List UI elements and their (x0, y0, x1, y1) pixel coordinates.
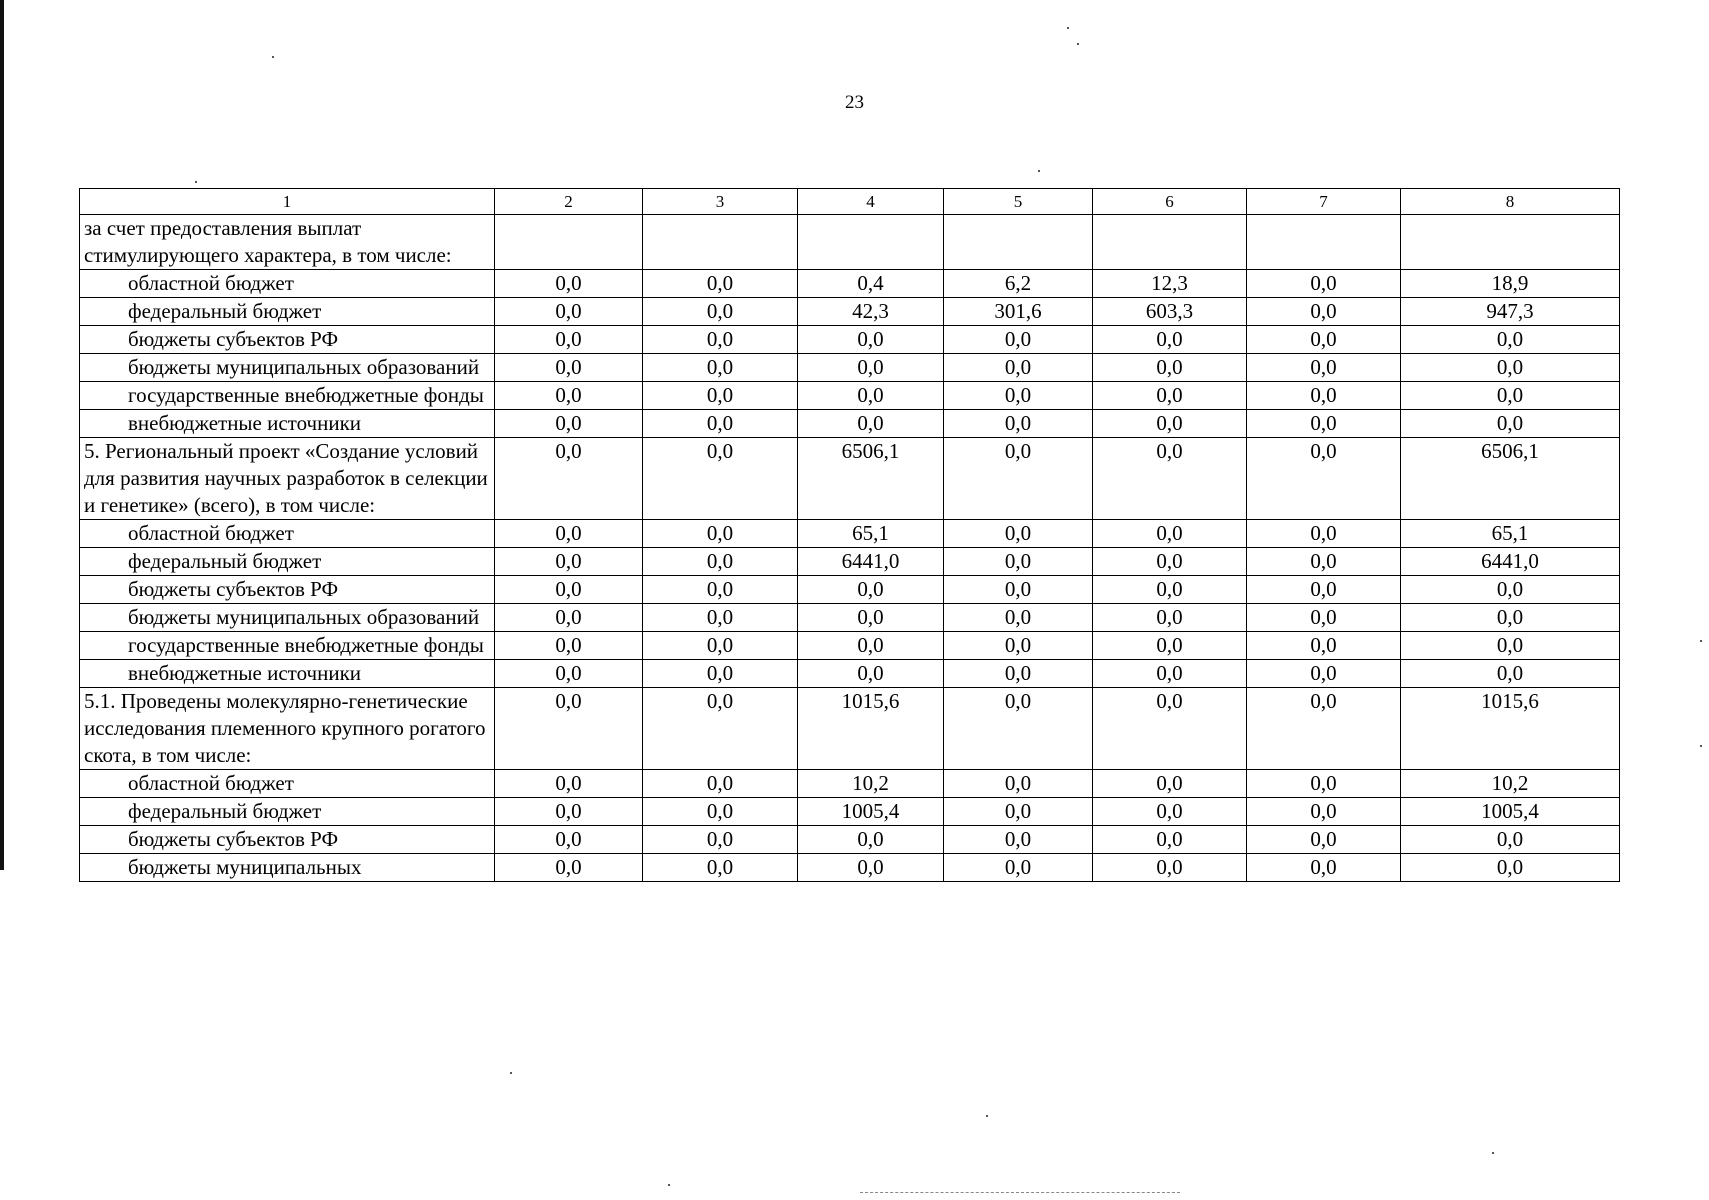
value-cell-col-5: 0,0 (944, 604, 1093, 632)
value-cell-col-4: 0,4 (798, 270, 944, 298)
value-cell-col-8: 0,0 (1401, 326, 1620, 354)
scan-speck (1038, 170, 1040, 172)
value-cell-col-8: 0,0 (1401, 632, 1620, 660)
value-cell-col-5: 0,0 (944, 826, 1093, 854)
value-cell-col-7: 0,0 (1247, 798, 1401, 826)
value-cell-col-5: 301,6 (944, 298, 1093, 326)
value-cell-col-7: 0,0 (1247, 520, 1401, 548)
value-cell-col-4: 42,3 (798, 298, 944, 326)
value-cell-col-7: 0,0 (1247, 438, 1401, 520)
value-cell-col-3: 0,0 (643, 438, 798, 520)
value-cell-col-8: 1005,4 (1401, 798, 1620, 826)
value-cell-col-5: 0,0 (944, 520, 1093, 548)
value-cell-col-3: 0,0 (643, 270, 798, 298)
row-label: федеральный бюджет (80, 298, 495, 326)
page-number: 23 (845, 92, 864, 113)
value-cell-col-2: 0,0 (495, 604, 643, 632)
scan-speck (1700, 745, 1702, 747)
col-header-7: 7 (1247, 189, 1401, 215)
scan-speck (1067, 27, 1069, 29)
table-row (80, 576, 1620, 604)
value-cell-col-8: 6506,1 (1401, 438, 1620, 520)
value-cell-col-4: 0,0 (798, 604, 944, 632)
col-header-3: 3 (643, 189, 798, 215)
value-cell-col-2: 0,0 (495, 270, 643, 298)
value-cell-col-8: 947,3 (1401, 298, 1620, 326)
value-cell-col-3: 0,0 (643, 826, 798, 854)
value-cell-col-5: 6,2 (944, 270, 1093, 298)
value-cell-col-2: 0,0 (495, 576, 643, 604)
scan-dash-line (860, 1192, 1180, 1193)
value-cell-col-5: 0,0 (944, 576, 1093, 604)
row-label: бюджеты муниципальных образований (80, 354, 495, 382)
col-header-6: 6 (1093, 189, 1247, 215)
value-cell-col-8: 0,0 (1401, 826, 1620, 854)
row-label: областной бюджет (80, 270, 495, 298)
value-cell-col-8: 0,0 (1401, 854, 1620, 882)
value-cell-col-8: 0,0 (1401, 410, 1620, 438)
value-cell-col-2: 0,0 (495, 410, 643, 438)
value-cell-col-3: 0,0 (643, 326, 798, 354)
row-label: областной бюджет (80, 520, 495, 548)
scan-speck (1700, 640, 1702, 642)
value-cell-col-3: 0,0 (643, 770, 798, 798)
table-row (80, 604, 1620, 632)
table-row (80, 326, 1620, 354)
value-cell-col-3: 0,0 (643, 660, 798, 688)
value-cell-col-5: 0,0 (944, 632, 1093, 660)
value-cell-col-4: 65,1 (798, 520, 944, 548)
value-cell-col-5: 0,0 (944, 854, 1093, 882)
value-cell-col-5: 0,0 (944, 354, 1093, 382)
value-cell-col-6: 603,3 (1093, 298, 1247, 326)
table-row (80, 354, 1620, 382)
table-row (80, 382, 1620, 410)
row-label: государственные внебюджетные фонды (80, 382, 495, 410)
value-cell-col-8: 0,0 (1401, 660, 1620, 688)
value-cell-col-8: 1015,6 (1401, 688, 1620, 770)
value-cell-col-5: 0,0 (944, 770, 1093, 798)
value-cell-col-5 (944, 215, 1093, 270)
value-cell-col-3: 0,0 (643, 520, 798, 548)
table-row (80, 410, 1620, 438)
value-cell-col-6: 0,0 (1093, 326, 1247, 354)
value-cell-col-5: 0,0 (944, 660, 1093, 688)
row-label: за счет предоставления выплат стимулирующего характера, в том числе: (80, 215, 495, 270)
value-cell-col-2: 0,0 (495, 632, 643, 660)
row-label: федеральный бюджет (80, 548, 495, 576)
value-cell-col-5: 0,0 (944, 382, 1093, 410)
value-cell-col-6: 0,0 (1093, 632, 1247, 660)
value-cell-col-6 (1093, 215, 1247, 270)
value-cell-col-7: 0,0 (1247, 688, 1401, 770)
value-cell-col-2: 0,0 (495, 326, 643, 354)
value-cell-col-4: 0,0 (798, 826, 944, 854)
col-header-8: 8 (1401, 189, 1620, 215)
value-cell-col-5: 0,0 (944, 548, 1093, 576)
value-cell-col-6: 0,0 (1093, 604, 1247, 632)
table-body (80, 215, 1620, 882)
value-cell-col-6: 0,0 (1093, 688, 1247, 770)
value-cell-col-2: 0,0 (495, 520, 643, 548)
value-cell-col-5: 0,0 (944, 688, 1093, 770)
row-label: бюджеты субъектов РФ (80, 326, 495, 354)
value-cell-col-2: 0,0 (495, 382, 643, 410)
table-row (80, 770, 1620, 798)
value-cell-col-2: 0,0 (495, 798, 643, 826)
table-row (80, 632, 1620, 660)
table-row (80, 215, 1620, 270)
value-cell-col-7: 0,0 (1247, 854, 1401, 882)
value-cell-col-7: 0,0 (1247, 270, 1401, 298)
col-header-1: 1 (80, 189, 495, 215)
table-row (80, 688, 1620, 770)
table-row (80, 660, 1620, 688)
value-cell-col-4: 6441,0 (798, 548, 944, 576)
value-cell-col-6: 0,0 (1093, 660, 1247, 688)
value-cell-col-5: 0,0 (944, 326, 1093, 354)
value-cell-col-6: 0,0 (1093, 798, 1247, 826)
row-label: бюджеты муниципальных (80, 854, 495, 882)
table-row (80, 270, 1620, 298)
row-label: государственные внебюджетные фонды (80, 632, 495, 660)
value-cell-col-7: 0,0 (1247, 326, 1401, 354)
value-cell-col-2: 0,0 (495, 298, 643, 326)
value-cell-col-4: 0,0 (798, 382, 944, 410)
value-cell-col-7: 0,0 (1247, 632, 1401, 660)
table-row (80, 798, 1620, 826)
scan-speck (510, 1072, 512, 1074)
value-cell-col-3: 0,0 (643, 354, 798, 382)
value-cell-col-3: 0,0 (643, 298, 798, 326)
row-label: бюджеты субъектов РФ (80, 576, 495, 604)
value-cell-col-6: 0,0 (1093, 382, 1247, 410)
scan-speck (986, 1115, 988, 1117)
value-cell-col-4: 6506,1 (798, 438, 944, 520)
value-cell-col-4: 0,0 (798, 326, 944, 354)
value-cell-col-7: 0,0 (1247, 354, 1401, 382)
value-cell-col-6: 0,0 (1093, 438, 1247, 520)
scan-speck (1492, 1152, 1494, 1154)
value-cell-col-3: 0,0 (643, 632, 798, 660)
value-cell-col-6: 0,0 (1093, 354, 1247, 382)
value-cell-col-6: 0,0 (1093, 770, 1247, 798)
value-cell-col-8: 10,2 (1401, 770, 1620, 798)
value-cell-col-8: 65,1 (1401, 520, 1620, 548)
value-cell-col-7: 0,0 (1247, 660, 1401, 688)
value-cell-col-6: 0,0 (1093, 854, 1247, 882)
value-cell-col-4: 0,0 (798, 854, 944, 882)
value-cell-col-6: 0,0 (1093, 826, 1247, 854)
value-cell-col-3 (643, 215, 798, 270)
value-cell-col-7 (1247, 215, 1401, 270)
value-cell-col-5: 0,0 (944, 438, 1093, 520)
row-label: внебюджетные источники (80, 660, 495, 688)
value-cell-col-7: 0,0 (1247, 410, 1401, 438)
row-label: федеральный бюджет (80, 798, 495, 826)
scan-speck (195, 181, 197, 183)
value-cell-col-7: 0,0 (1247, 604, 1401, 632)
value-cell-col-2: 0,0 (495, 660, 643, 688)
table-row (80, 298, 1620, 326)
value-cell-col-2: 0,0 (495, 826, 643, 854)
value-cell-col-2: 0,0 (495, 688, 643, 770)
value-cell-col-4: 1015,6 (798, 688, 944, 770)
row-label: 5. Региональный проект «Создание условий для развития научных разработок в селекции и генетике» (всего), в том числе: (80, 438, 495, 520)
scan-edge (0, 0, 4, 870)
row-label: бюджеты субъектов РФ (80, 826, 495, 854)
value-cell-col-8: 0,0 (1401, 576, 1620, 604)
value-cell-col-4: 1005,4 (798, 798, 944, 826)
row-label: бюджеты муниципальных образований (80, 604, 495, 632)
header-row (80, 189, 1620, 215)
value-cell-col-6: 12,3 (1093, 270, 1247, 298)
value-cell-col-3: 0,0 (643, 688, 798, 770)
value-cell-col-5: 0,0 (944, 798, 1093, 826)
table-row (80, 826, 1620, 854)
value-cell-col-5: 0,0 (944, 410, 1093, 438)
value-cell-col-3: 0,0 (643, 604, 798, 632)
value-cell-col-3: 0,0 (643, 410, 798, 438)
value-cell-col-4: 0,0 (798, 632, 944, 660)
value-cell-col-8: 0,0 (1401, 354, 1620, 382)
value-cell-col-2: 0,0 (495, 354, 643, 382)
value-cell-col-4: 0,0 (798, 410, 944, 438)
value-cell-col-7: 0,0 (1247, 298, 1401, 326)
value-cell-col-3: 0,0 (643, 548, 798, 576)
value-cell-col-3: 0,0 (643, 854, 798, 882)
table-row (80, 548, 1620, 576)
value-cell-col-7: 0,0 (1247, 382, 1401, 410)
value-cell-col-6: 0,0 (1093, 548, 1247, 576)
value-cell-col-7: 0,0 (1247, 576, 1401, 604)
budget-table (79, 188, 1620, 882)
value-cell-col-6: 0,0 (1093, 576, 1247, 604)
row-label: 5.1. Проведены молекулярно-генетические исследования племенного крупного рогатого скота, в том числе: (80, 688, 495, 770)
value-cell-col-3: 0,0 (643, 576, 798, 604)
value-cell-col-4: 0,0 (798, 576, 944, 604)
value-cell-col-8: 0,0 (1401, 382, 1620, 410)
col-header-4: 4 (798, 189, 944, 215)
value-cell-col-2 (495, 215, 643, 270)
value-cell-col-7: 0,0 (1247, 770, 1401, 798)
value-cell-col-4: 10,2 (798, 770, 944, 798)
value-cell-col-2: 0,0 (495, 854, 643, 882)
value-cell-col-7: 0,0 (1247, 548, 1401, 576)
value-cell-col-2: 0,0 (495, 548, 643, 576)
row-label: внебюджетные источники (80, 410, 495, 438)
value-cell-col-8 (1401, 215, 1620, 270)
value-cell-col-2: 0,0 (495, 770, 643, 798)
col-header-2: 2 (495, 189, 643, 215)
value-cell-col-8: 0,0 (1401, 604, 1620, 632)
row-label: областной бюджет (80, 770, 495, 798)
value-cell-col-3: 0,0 (643, 798, 798, 826)
value-cell-col-6: 0,0 (1093, 410, 1247, 438)
table-row (80, 854, 1620, 882)
value-cell-col-6: 0,0 (1093, 520, 1247, 548)
value-cell-col-4 (798, 215, 944, 270)
value-cell-col-3: 0,0 (643, 382, 798, 410)
value-cell-col-8: 18,9 (1401, 270, 1620, 298)
value-cell-col-7: 0,0 (1247, 826, 1401, 854)
scan-speck (1077, 43, 1079, 45)
scan-speck (668, 1184, 670, 1186)
table-row (80, 520, 1620, 548)
value-cell-col-4: 0,0 (798, 354, 944, 382)
col-header-5: 5 (944, 189, 1093, 215)
value-cell-col-4: 0,0 (798, 660, 944, 688)
scan-speck (272, 56, 274, 58)
value-cell-col-8: 6441,0 (1401, 548, 1620, 576)
table-row (80, 438, 1620, 520)
value-cell-col-2: 0,0 (495, 438, 643, 520)
